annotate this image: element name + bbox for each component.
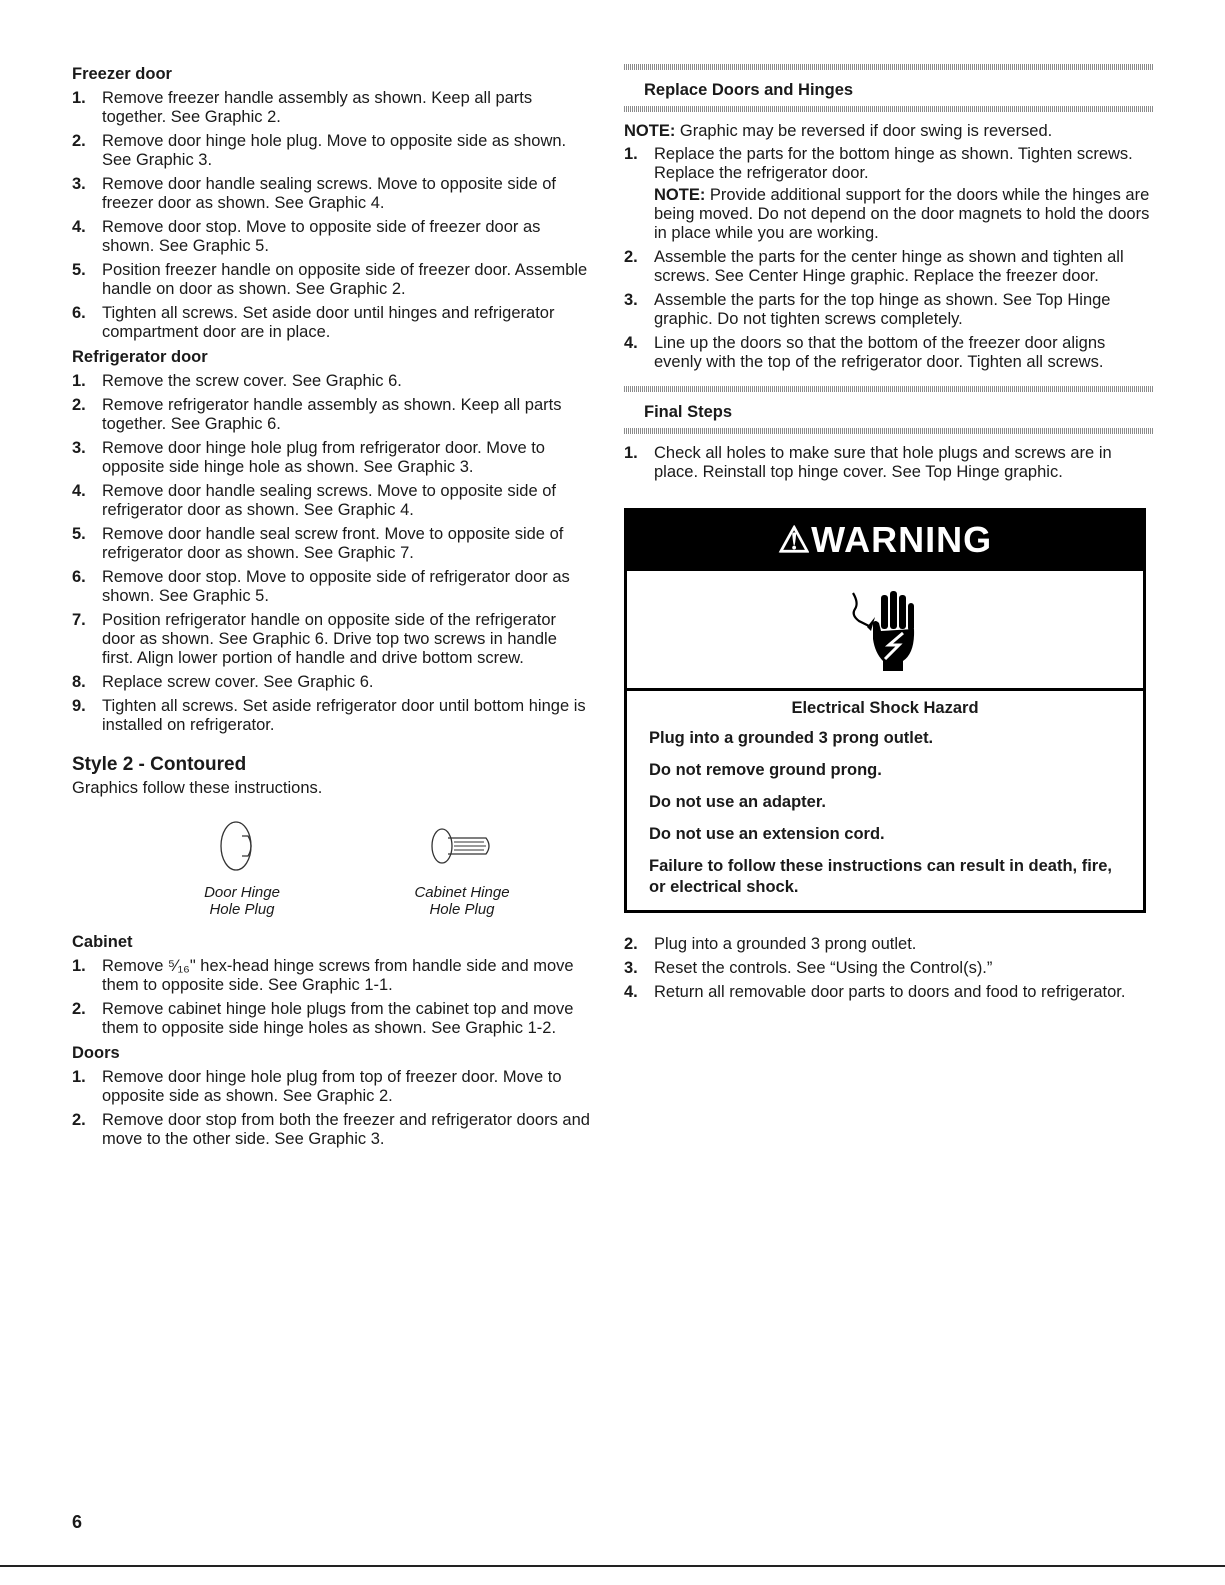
list-item: 1. Remove the screw cover. See Graphic 6. (72, 372, 402, 390)
list-item: 1. Check all holes to make sure that hole plugs and screws are in place. Reinstall top hinge cover. See Top Hinge graphic. (624, 444, 1112, 481)
list-item: 1. Replace the parts for the bottom hinge as shown. Tighten screws. Replace the refrigerator door. NOTE: Provide additional support for the doors while the hinges are being moved. Do not depend on the door magnets to hold the doors in place while you are working. (624, 145, 1154, 243)
warning-line: Failure to follow these instructions can result in death, fire, or electrical shock. (649, 857, 1112, 896)
list-item: 3. Remove door hinge hole plug from refrigerator door. Move to opposite side hinge hole as shown. See Graphic 3. (72, 439, 545, 476)
list-item: 2. Assemble the parts for the center hinge as shown and tighten all screws. See Center Hinge graphic. Replace the freezer door. (624, 248, 1124, 285)
list-item: 3. Assemble the parts for the top hinge as shown. See Top Hinge graphic. Do not tighten screws completely. (624, 291, 1111, 328)
freezer-door-heading: Freezer door (72, 65, 172, 83)
style-2-intro: Graphics follow these instructions. (72, 779, 323, 797)
right-column (624, 64, 1154, 1007)
warning-box (624, 508, 1146, 913)
replace-doors-title: Replace Doors and Hinges (644, 81, 854, 99)
list-item: 6. Tighten all screws. Set aside door until hinges and refrigerator compartment door are in place. (72, 304, 555, 341)
list-item: 6. Remove door stop. Move to opposite side of refrigerator door as shown. See Graphic 5. (72, 568, 570, 605)
cabinet-hinge-hole-plug-icon (424, 814, 500, 878)
list-item: 4. Remove door handle sealing screws. Move to opposite side of refrigerator door as shown. See Graphic 4. (72, 482, 556, 519)
final-steps (624, 444, 1154, 482)
doors-steps (72, 1068, 592, 1149)
warning-line: Do not remove ground prong. (649, 761, 882, 779)
hole-plug-figures (132, 814, 572, 918)
section-rule (624, 428, 1154, 434)
electrical-shock-hand-icon (845, 587, 925, 673)
style-2-heading: Style 2 - Contoured (72, 754, 247, 775)
freezer-door-steps (72, 89, 592, 342)
warning-triangle-icon: ⚠ (777, 519, 812, 560)
list-item: 1. Remove door hinge hole plug from top of freezer door. Move to opposite side as shown. See Graphic 2. (72, 1068, 562, 1105)
list-item: 7. Position refrigerator handle on opposite side of the refrigerator door as shown. See Graphic 6. Drive top two screws in handle first. Align lower portion of handle and drive bottom screw. (72, 611, 557, 667)
warning-body (627, 691, 1143, 910)
list-item: 2. Remove cabinet hinge hole plugs from the cabinet top and move them to opposite side hinge holes as shown. See Graphic 1-2. (72, 1000, 574, 1037)
section-rule (624, 106, 1154, 112)
list-item: 4. Remove door stop. Move to opposite side of freezer door as shown. See Graphic 5. (72, 218, 541, 255)
list-item: 2. Plug into a grounded 3 prong outlet. (624, 935, 917, 953)
list-item: 1. Remove freezer handle assembly as shown. Keep all parts together. See Graphic 2. (72, 89, 533, 126)
refrigerator-door-heading: Refrigerator door (72, 348, 208, 366)
list-item: 3. Remove door handle sealing screws. Move to opposite side of freezer door as shown. See Graphic 4. (72, 175, 556, 212)
replace-steps (624, 145, 1154, 372)
cabinet-hinge-hole-plug-figure: Cabinet Hinge Hole Plug (372, 814, 552, 918)
list-item: 8. Replace screw cover. See Graphic 6. (72, 673, 374, 691)
list-item: 9. Tighten all screws. Set aside refrigerator door until bottom hinge is installed on refrigerator. (72, 697, 586, 734)
left-column (72, 64, 592, 1154)
list-item: 2. Remove refrigerator handle assembly as shown. Keep all parts together. See Graphic 6. (72, 396, 562, 433)
warning-header: ⚠WARNING (627, 511, 1143, 571)
warning-line: Do not use an extension cord. (649, 825, 885, 843)
warning-line: Do not use an adapter. (649, 793, 826, 811)
list-item: 5. Position freezer handle on opposite side of freezer door. Assemble handle on door as shown. See Graphic 2. (72, 261, 588, 298)
cabinet-steps (72, 957, 592, 1038)
warning-title: Electrical Shock Hazard (791, 699, 979, 717)
door-hinge-hole-plug-figure: Door Hinge Hole Plug (152, 814, 332, 918)
list-item: 3. Reset the controls. See “Using the Control(s).” (624, 959, 993, 977)
warning-line: Plug into a grounded 3 prong outlet. (649, 729, 934, 747)
list-item: 2. Remove door stop from both the freezer and refrigerator doors and move to the other side. See Graphic 3. (72, 1111, 590, 1148)
refrigerator-door-steps (72, 372, 592, 735)
replace-note: NOTE: Graphic may be reversed if door swing is reversed. (624, 122, 1053, 140)
list-item: 4. Line up the doors so that the bottom of the freezer door aligns evenly with the top of the refrigerator door. Tighten all screws. (624, 334, 1106, 371)
final-steps-continued (624, 935, 1154, 1002)
door-hinge-hole-plug-icon (212, 814, 272, 878)
list-item: 1. Remove ⁵⁄₁₆" hex-head hinge screws from handle side and move them to opposite side. See Graphic 1-1. (72, 957, 574, 994)
page-number: 6 (72, 1512, 83, 1532)
warning-icon-area (627, 571, 1143, 691)
final-steps-title: Final Steps (644, 403, 733, 421)
list-item: 4. Return all removable door parts to doors and food to refrigerator. (624, 983, 1126, 1001)
cabinet-heading: Cabinet (72, 933, 133, 951)
doors-heading: Doors (72, 1044, 120, 1062)
list-item: 2. Remove door hinge hole plug. Move to opposite side as shown. See Graphic 3. (72, 132, 567, 169)
page-bottom-rule (0, 1565, 1225, 1567)
list-item: 5. Remove door handle seal screw front. Move to opposite side of refrigerator door as shown. See Graphic 7. (72, 525, 564, 562)
support-note: NOTE: Provide additional support for the doors while the hinges are being moved. Do not depend on the door magnets to hold the doors in place while you are working. (654, 186, 1150, 242)
